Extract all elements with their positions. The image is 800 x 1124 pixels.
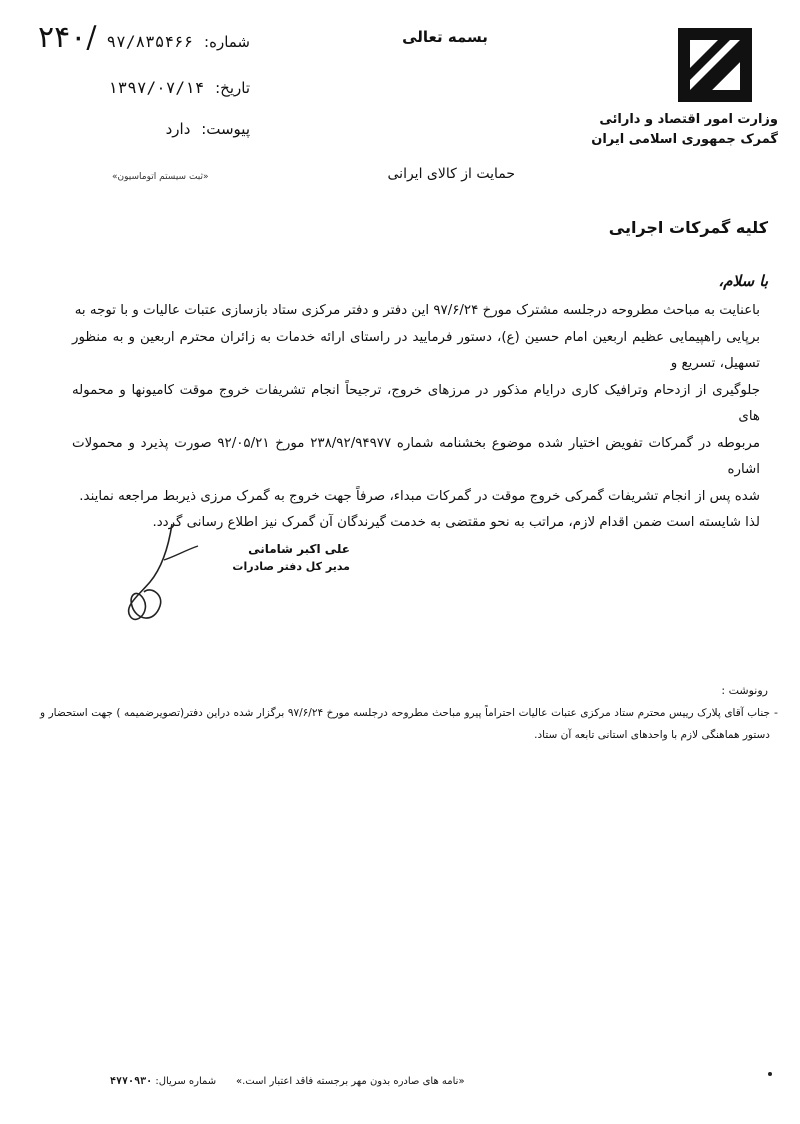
signature-block [120, 520, 350, 640]
letter-subject: حمایت از کالای ایرانی [387, 166, 515, 182]
body-line: برپایی راهپیمایی عظیم اربعین امام حسین (ع)، دستور فرمایید در راستای ارائه خدمات به زائران محترم اربعین و به منظور تسهیل، تسریع و [72, 329, 760, 371]
serial-number [80, 1076, 216, 1087]
ministry-name [591, 110, 778, 150]
handwritten-signature-icon [120, 520, 200, 630]
serial-label: شماره سریال: [155, 1076, 217, 1087]
ministry-line-1: وزارت امور اقتصاد و دارائی [599, 112, 778, 127]
auto-registration-note: «ثبت سیستم اتوماسیون» [112, 172, 209, 182]
body-line: جلوگیری از ازدحام وترافیک کاری درایام مذکور در مرزهای خروج، ترجیحاً انجام تشریفات خروج موقت کامیونها و محموله های [72, 382, 760, 424]
cc-text: جناب آقای پلارک رییس محترم ستاد مرکزی عتبات عالیات احتراماً پیرو مباحث مطروحه درجلسه مورخ ۹۷/۶/۲۴ برگزار شده دراین دفتر(تصویرضمیمه ) جهت استحضار و دستور هماهنگی لازم با واحدهای استانی تابعه آن ستاد. [40, 707, 770, 741]
attachment-value: دارد [165, 120, 191, 138]
ministry-line-2: گمرک جمهوری اسلامی ایران [591, 132, 778, 147]
letter-body [72, 298, 760, 537]
signer-name: علی اکبر شامانی [248, 542, 350, 556]
date-label: تاریخ: [215, 79, 250, 97]
body-line: لذا شایسته است ضمن اقدام لازم، مراتب به نحو مقتضی به خدمت گیرندگان آن گمرک نیز اطلاع رسانی گردد. [152, 515, 760, 530]
serial-value: ۴۷۷۰۹۳۰ [110, 1076, 153, 1087]
attachment-row [60, 120, 250, 138]
customs-logo-icon [678, 28, 752, 102]
greeting: با سلام، [718, 272, 768, 290]
attachment-label: پیوست: [201, 120, 250, 138]
date-row [60, 78, 250, 97]
footer-validity-note: «نامه های صادره بدون مهر برجسته فاقد اعتبار است.» [236, 1076, 465, 1087]
letter-recipient: کلیه گمرکات اجرایی [608, 218, 768, 237]
body-line: شده پس از انجام تشریفات گمرکی خروج موقت در گمرکات مبداء، صرفاً جهت خروج به گمرک مرزی ذیربط مراجعه نمایند. [79, 488, 760, 504]
number-row [60, 32, 250, 51]
body-line: مربوطه در گمرکات تفویض اختیار شده موضوع بخشنامه شماره ۲۳۸/۹۲/۹۴۹۷۷ مورخ ۹۲/۰۵/۲۱ صورت پذیرد و محمولات اشاره [72, 435, 760, 477]
handwritten-number: ۲۴۰/ [38, 20, 97, 55]
signer-title: مدیر کل دفتر صادرات [232, 560, 350, 573]
bismillah-heading: بسمه تعالی [402, 28, 488, 46]
body-line: باعنایت به مباحث مطروحه درجلسه مشترک مورخ ۹۷/۶/۲۴ این دفتر و دفتر مرکزی ستاد بازسازی عتبات عالیات و با توجه به [74, 303, 760, 318]
number-value: ۹۷/۸۳۵۴۶۶ [106, 32, 194, 51]
cc-heading: رونوشت : [721, 684, 768, 697]
page-mark [768, 1072, 772, 1076]
date-value: ۱۳۹۷/۰۷/۱۴ [107, 78, 205, 97]
number-label: شماره: [204, 33, 250, 51]
cc-bullet: - [774, 706, 778, 719]
